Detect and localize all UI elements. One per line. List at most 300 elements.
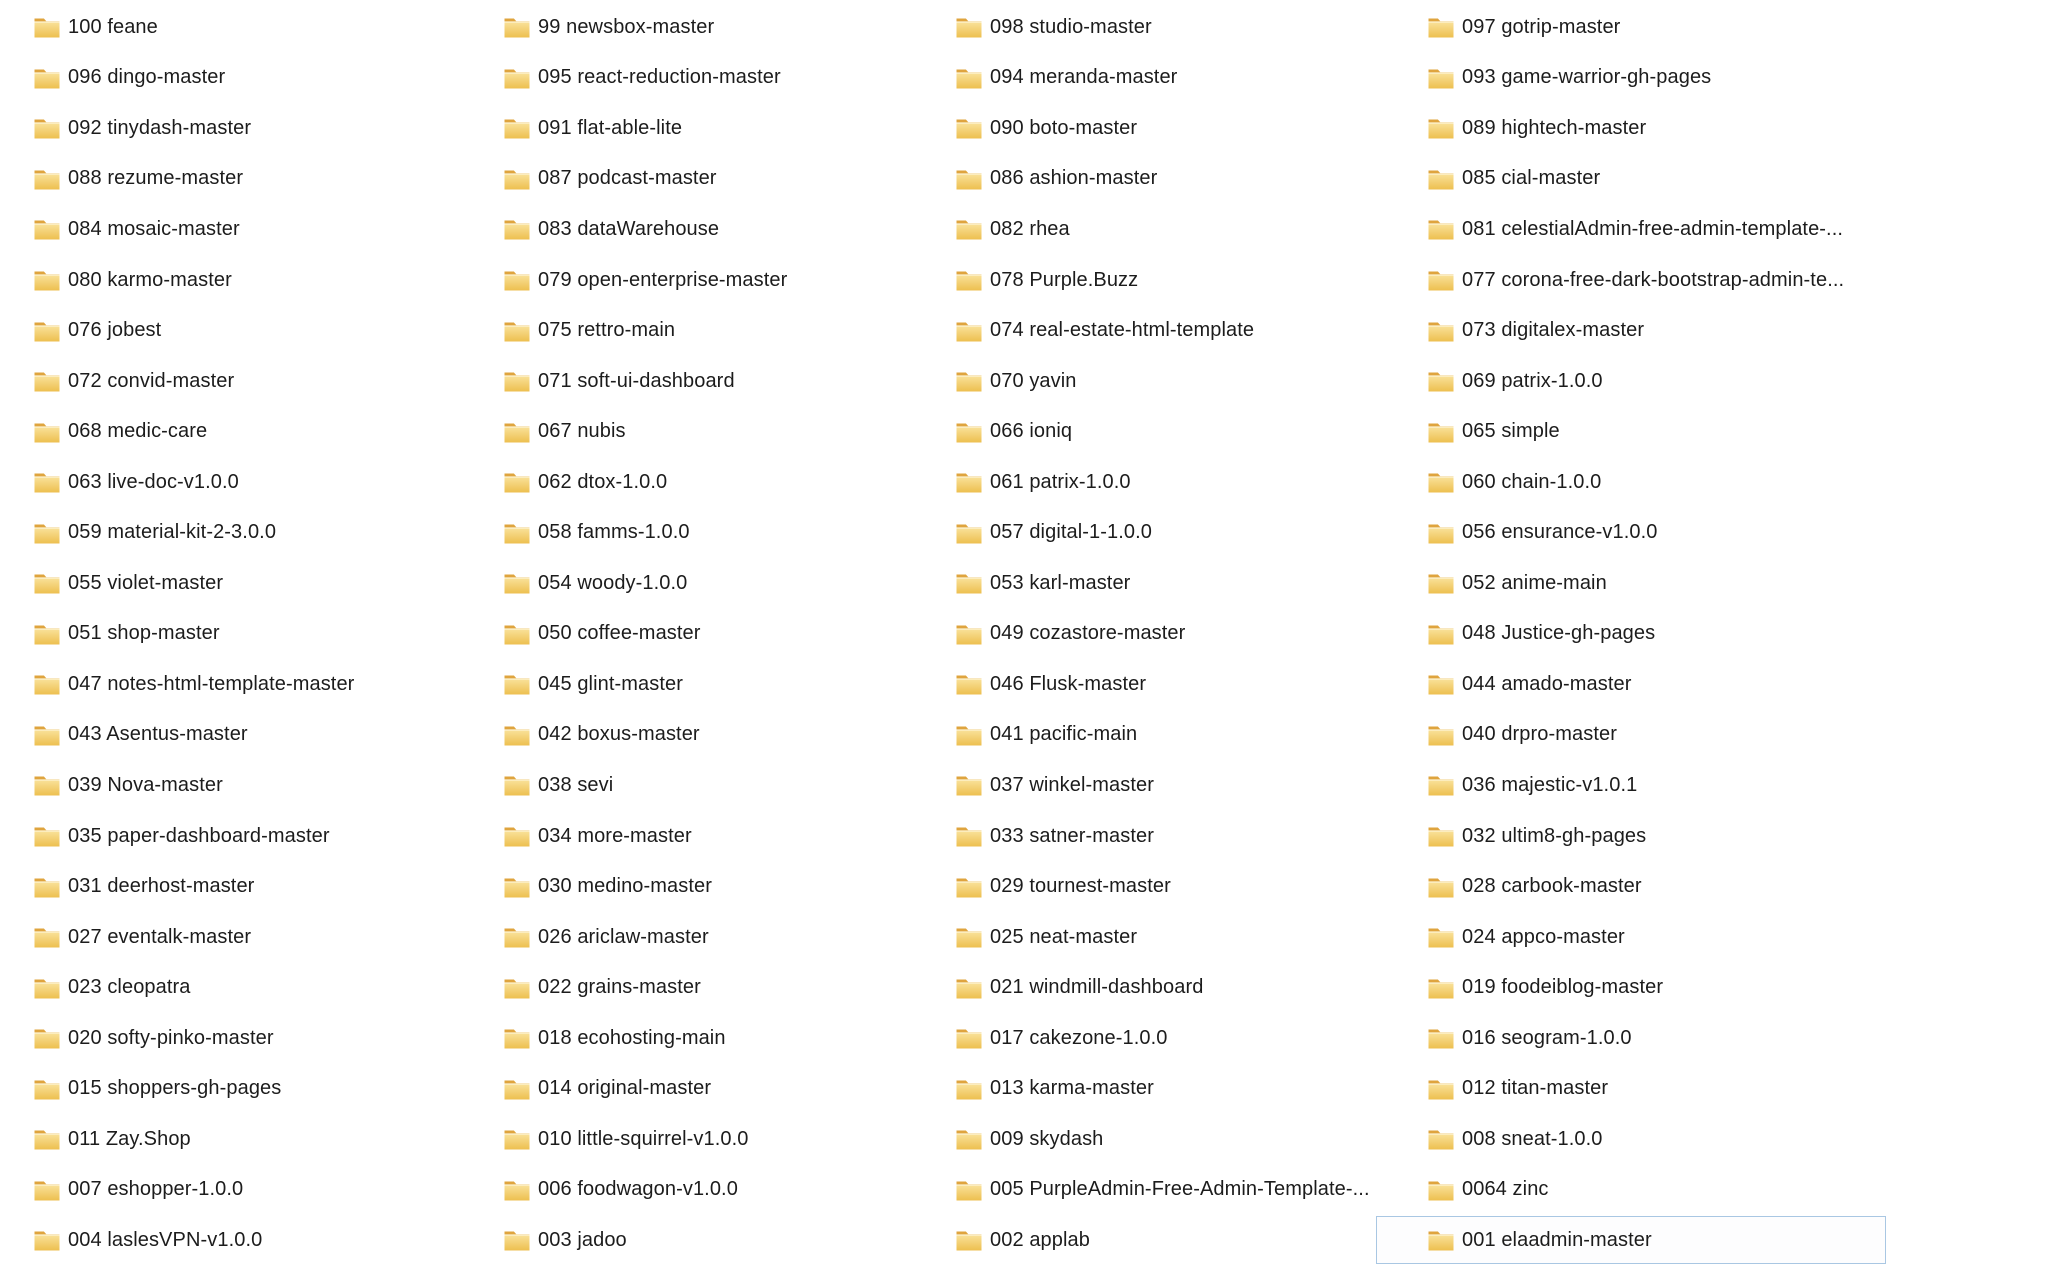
folder-item[interactable]: [34, 558, 504, 609]
folder-item[interactable]: [956, 154, 1428, 205]
folder-item[interactable]: [956, 659, 1428, 710]
folder-item[interactable]: [956, 811, 1428, 862]
folder-icon: [956, 825, 982, 847]
folder-item[interactable]: [956, 861, 1428, 912]
folder-label: 070 yavin: [990, 369, 1077, 392]
folder-item[interactable]: [504, 406, 956, 457]
folder-item[interactable]: [1428, 962, 2049, 1013]
folder-item[interactable]: [956, 53, 1428, 104]
folder-icon: [34, 16, 60, 38]
folder-label: 073 digitalex-master: [1462, 319, 1645, 342]
folder-label: 065 simple: [1462, 420, 1560, 443]
folder-icon: [956, 522, 982, 544]
folder-label: 061 patrix-1.0.0: [990, 470, 1131, 493]
folder-label: 049 cozastore-master: [990, 622, 1186, 645]
folder-label: 092 tinydash-master: [68, 116, 252, 139]
folder-label: 020 softy-pinko-master: [68, 1026, 274, 1049]
folder-item[interactable]: [504, 962, 956, 1013]
folder-label: 041 pacific-main: [990, 723, 1138, 746]
folder-icon: [34, 168, 60, 190]
folder-label: 083 dataWarehouse: [538, 217, 720, 240]
folder-item[interactable]: [504, 811, 956, 862]
folder-label: 011 Zay.Shop: [68, 1127, 191, 1150]
folder-icon: [504, 926, 530, 948]
folder-label: 008 sneat-1.0.0: [1462, 1127, 1603, 1150]
folder-icon: [504, 1078, 530, 1100]
folder-item[interactable]: [504, 356, 956, 407]
folder-icon: [504, 168, 530, 190]
folder-label: 082 rhea: [990, 217, 1070, 240]
folder-icon: [1428, 1078, 1454, 1100]
folder-icon: [504, 572, 530, 594]
folder-item[interactable]: [504, 2, 956, 53]
folder-item[interactable]: [1428, 103, 2049, 154]
folder-label: 079 open-enterprise-master: [538, 268, 788, 291]
folder-item[interactable]: [1428, 558, 2049, 609]
folder-icon: [956, 269, 982, 291]
folder-item[interactable]: [34, 912, 504, 963]
folder-item[interactable]: [504, 154, 956, 205]
folder-label: 085 cial-master: [1462, 167, 1601, 190]
folder-label: 001 elaadmin-master: [1462, 1228, 1652, 1251]
folder-label: 057 digital-1-1.0.0: [990, 521, 1153, 544]
folder-item[interactable]: [34, 154, 504, 205]
folder-item[interactable]: [34, 457, 504, 508]
folder-icon: [504, 269, 530, 291]
folder-item[interactable]: [956, 1013, 1428, 1064]
folder-item[interactable]: [504, 305, 956, 356]
folder-icon: [34, 471, 60, 493]
folder-item[interactable]: [504, 1215, 956, 1266]
folder-label: 094 meranda-master: [990, 66, 1178, 89]
folder-icon: [34, 320, 60, 342]
folder-item[interactable]: [504, 1013, 956, 1064]
folder-label: 015 shoppers-gh-pages: [68, 1077, 282, 1100]
folder-icon: [956, 774, 982, 796]
folder-label: 047 notes-html-template-master: [68, 672, 355, 695]
folder-item[interactable]: [1428, 861, 2049, 912]
folder-item[interactable]: [1428, 1215, 2049, 1266]
folder-item[interactable]: [1428, 356, 2049, 407]
folder-label: 063 live-doc-v1.0.0: [68, 470, 239, 493]
folder-label: 048 Justice-gh-pages: [1462, 622, 1656, 645]
folder-item[interactable]: [34, 710, 504, 761]
folder-item[interactable]: [956, 760, 1428, 811]
folder-item[interactable]: [504, 103, 956, 154]
folder-label: 066 ioniq: [990, 420, 1073, 443]
folder-label: 090 boto-master: [990, 116, 1138, 139]
folder-label: 023 cleopatra: [68, 976, 191, 999]
folder-icon: [956, 1128, 982, 1150]
folder-icon: [34, 522, 60, 544]
folder-icon: [504, 774, 530, 796]
folder-icon: [1428, 1128, 1454, 1150]
folder-item[interactable]: [1428, 1165, 2049, 1216]
folder-item[interactable]: [34, 204, 504, 255]
folder-label: 012 titan-master: [1462, 1077, 1609, 1100]
folder-icon: [34, 269, 60, 291]
folder-icon: [34, 370, 60, 392]
folder-icon: [504, 218, 530, 240]
folder-item[interactable]: [34, 255, 504, 306]
folder-icon: [956, 67, 982, 89]
folder-label: 024 appco-master: [1462, 925, 1625, 948]
folder-grid: [34, 2, 2049, 1266]
folder-item[interactable]: [956, 1165, 1428, 1216]
folder-icon: [1428, 572, 1454, 594]
folder-item[interactable]: [34, 356, 504, 407]
folder-label: 068 medic-care: [68, 420, 208, 443]
folder-icon: [1428, 522, 1454, 544]
folder-icon: [956, 117, 982, 139]
folder-item[interactable]: [1428, 2, 2049, 53]
folder-label: 084 mosaic-master: [68, 217, 240, 240]
folder-item[interactable]: [34, 2, 504, 53]
folder-icon: [504, 370, 530, 392]
folder-icon: [956, 16, 982, 38]
folder-label: 096 dingo-master: [68, 66, 226, 89]
folder-item[interactable]: [956, 710, 1428, 761]
folder-icon: [1428, 168, 1454, 190]
folder-item[interactable]: [956, 507, 1428, 558]
folder-icon: [956, 926, 982, 948]
folder-label: 071 soft-ui-dashboard: [538, 369, 735, 392]
folder-item[interactable]: [34, 53, 504, 104]
folder-label: 097 gotrip-master: [1462, 15, 1621, 38]
folder-icon: [34, 724, 60, 746]
folder-item[interactable]: [504, 912, 956, 963]
folder-icon: [956, 673, 982, 695]
folder-item[interactable]: [504, 255, 956, 306]
folder-item[interactable]: [504, 609, 956, 660]
folder-label: 027 eventalk-master: [68, 925, 252, 948]
folder-label: 053 karl-master: [990, 571, 1131, 594]
folder-label: 004 laslesVPN-v1.0.0: [68, 1228, 263, 1251]
folder-label: 089 hightech-master: [1462, 116, 1647, 139]
folder-label: 056 ensurance-v1.0.0: [1462, 521, 1658, 544]
folder-icon: [956, 1179, 982, 1201]
folder-label: 076 jobest: [68, 319, 162, 342]
folder-item[interactable]: [956, 962, 1428, 1013]
folder-icon: [504, 1027, 530, 1049]
folder-icon: [504, 1128, 530, 1150]
folder-item[interactable]: [1428, 406, 2049, 457]
folder-item[interactable]: [1428, 305, 2049, 356]
folder-icon: [956, 471, 982, 493]
folder-icon: [34, 673, 60, 695]
folder-icon: [504, 623, 530, 645]
folder-icon: [504, 117, 530, 139]
folder-icon: [504, 320, 530, 342]
folder-item[interactable]: [34, 1063, 504, 1114]
folder-item[interactable]: [34, 1215, 504, 1266]
folder-item[interactable]: [956, 457, 1428, 508]
folder-label: 006 foodwagon-v1.0.0: [538, 1178, 738, 1201]
folder-label: 054 woody-1.0.0: [538, 571, 688, 594]
folder-label: 088 rezume-master: [68, 167, 244, 190]
folder-item[interactable]: [956, 558, 1428, 609]
folder-label: 007 eshopper-1.0.0: [68, 1178, 244, 1201]
folder-label: 062 dtox-1.0.0: [538, 470, 668, 493]
folder-label: 009 skydash: [990, 1127, 1104, 1150]
folder-item[interactable]: [34, 659, 504, 710]
folder-item[interactable]: [1428, 912, 2049, 963]
folder-icon: [1428, 16, 1454, 38]
folder-item[interactable]: [504, 659, 956, 710]
folder-item[interactable]: [34, 861, 504, 912]
folder-label: 019 foodeiblog-master: [1462, 976, 1664, 999]
folder-item[interactable]: [956, 1114, 1428, 1165]
folder-icon: [956, 1027, 982, 1049]
folder-icon: [34, 1128, 60, 1150]
folder-label: 100 feane: [68, 15, 158, 38]
folder-label: 060 chain-1.0.0: [1462, 470, 1602, 493]
folder-item[interactable]: [956, 609, 1428, 660]
folder-label: 067 nubis: [538, 420, 626, 443]
folder-label: 033 satner-master: [990, 824, 1154, 847]
folder-item[interactable]: [956, 406, 1428, 457]
folder-item[interactable]: [956, 356, 1428, 407]
folder-icon: [34, 1229, 60, 1251]
folder-icon: [34, 876, 60, 898]
folder-item[interactable]: [504, 1165, 956, 1216]
folder-label: 028 carbook-master: [1462, 875, 1642, 898]
folder-icon: [1428, 421, 1454, 443]
folder-icon: [956, 1078, 982, 1100]
folder-icon: [34, 572, 60, 594]
folder-icon: [1428, 1229, 1454, 1251]
folder-label: 069 patrix-1.0.0: [1462, 369, 1603, 392]
folder-item[interactable]: [1428, 204, 2049, 255]
folder-item[interactable]: [956, 912, 1428, 963]
folder-item[interactable]: [956, 255, 1428, 306]
folder-item[interactable]: [1428, 154, 2049, 205]
folder-icon: [504, 1179, 530, 1201]
folder-label: 038 sevi: [538, 773, 614, 796]
folder-icon: [1428, 117, 1454, 139]
folder-label: 052 anime-main: [1462, 571, 1607, 594]
folder-item[interactable]: [34, 103, 504, 154]
folder-item[interactable]: [504, 457, 956, 508]
folder-item[interactable]: [1428, 811, 2049, 862]
folder-item[interactable]: [34, 507, 504, 558]
folder-label: 016 seogram-1.0.0: [1462, 1026, 1632, 1049]
folder-label: 098 studio-master: [990, 15, 1152, 38]
folder-icon: [956, 1229, 982, 1251]
folder-label: 042 boxus-master: [538, 723, 700, 746]
folder-label: 036 majestic-v1.0.1: [1462, 773, 1638, 796]
folder-label: 086 ashion-master: [990, 167, 1158, 190]
folder-label: 044 amado-master: [1462, 672, 1632, 695]
folder-icon: [34, 67, 60, 89]
folder-icon: [504, 1229, 530, 1251]
folder-item[interactable]: [1428, 1114, 2049, 1165]
folder-item[interactable]: [1428, 760, 2049, 811]
folder-item[interactable]: [1428, 609, 2049, 660]
folder-label: 072 convid-master: [68, 369, 235, 392]
folder-label: 018 ecohosting-main: [538, 1026, 726, 1049]
folder-icon: [956, 218, 982, 240]
folder-icon: [1428, 269, 1454, 291]
folder-label: 025 neat-master: [990, 925, 1138, 948]
folder-icon: [34, 1078, 60, 1100]
folder-icon: [34, 825, 60, 847]
folder-icon: [34, 774, 60, 796]
folder-icon: [504, 471, 530, 493]
folder-item[interactable]: [956, 305, 1428, 356]
folder-label: 077 corona-free-dark-bootstrap-admin-te...: [1462, 268, 1845, 291]
folder-icon: [1428, 471, 1454, 493]
folder-icon: [504, 876, 530, 898]
folder-icon: [34, 1179, 60, 1201]
folder-icon: [1428, 320, 1454, 342]
folder-label: 026 ariclaw-master: [538, 925, 709, 948]
folder-item[interactable]: [504, 760, 956, 811]
folder-icon: [1428, 724, 1454, 746]
folder-label: 093 game-warrior-gh-pages: [1462, 66, 1712, 89]
folder-item[interactable]: [34, 1165, 504, 1216]
folder-label: 055 violet-master: [68, 571, 224, 594]
folder-label: 040 drpro-master: [1462, 723, 1617, 746]
folder-label: 037 winkel-master: [990, 773, 1154, 796]
folder-item[interactable]: [504, 507, 956, 558]
folder-item[interactable]: [504, 710, 956, 761]
folder-icon: [1428, 977, 1454, 999]
folder-label: 021 windmill-dashboard: [990, 976, 1204, 999]
folder-icon: [504, 16, 530, 38]
folder-icon: [34, 1027, 60, 1049]
folder-item[interactable]: [504, 204, 956, 255]
folder-item[interactable]: [34, 962, 504, 1013]
folder-label: 039 Nova-master: [68, 773, 223, 796]
folder-label: 035 paper-dashboard-master: [68, 824, 330, 847]
folder-icon: [956, 421, 982, 443]
folder-icon: [956, 724, 982, 746]
folder-label: 002 applab: [990, 1228, 1090, 1251]
folder-label: 030 medino-master: [538, 875, 713, 898]
folder-label: 032 ultim8-gh-pages: [1462, 824, 1647, 847]
folder-label: 075 rettro-main: [538, 319, 676, 342]
folder-icon: [504, 67, 530, 89]
folder-label: 091 flat-able-lite: [538, 116, 683, 139]
folder-icon: [504, 673, 530, 695]
folder-icon: [1428, 1027, 1454, 1049]
folder-icon: [504, 421, 530, 443]
folder-item[interactable]: [1428, 53, 2049, 104]
folder-label: 050 coffee-master: [538, 622, 701, 645]
folder-item[interactable]: [34, 760, 504, 811]
folder-label: 078 Purple.Buzz: [990, 268, 1139, 291]
folder-icon: [1428, 218, 1454, 240]
folder-item[interactable]: [34, 406, 504, 457]
folder-item[interactable]: [34, 1114, 504, 1165]
folder-label: 014 original-master: [538, 1077, 712, 1100]
folder-label: 029 tournest-master: [990, 875, 1171, 898]
folder-item[interactable]: [504, 53, 956, 104]
folder-item[interactable]: [1428, 710, 2049, 761]
folder-item[interactable]: [1428, 659, 2049, 710]
folder-label: 043 Asentus-master: [68, 723, 248, 746]
folder-icon: [956, 977, 982, 999]
folder-label: 095 react-reduction-master: [538, 66, 781, 89]
folder-icon: [1428, 673, 1454, 695]
folder-item[interactable]: [956, 1215, 1428, 1266]
folder-label: 031 deerhost-master: [68, 875, 255, 898]
folder-item[interactable]: [956, 2, 1428, 53]
folder-icon: [1428, 1179, 1454, 1201]
folder-item[interactable]: [1428, 1063, 2049, 1114]
folder-label: 022 grains-master: [538, 976, 701, 999]
folder-label: 013 karma-master: [990, 1077, 1154, 1100]
folder-label: 010 little-squirrel-v1.0.0: [538, 1127, 749, 1150]
folder-label: 074 real-estate-html-template: [990, 319, 1255, 342]
folder-icon: [34, 977, 60, 999]
folder-label: 045 glint-master: [538, 672, 683, 695]
folder-icon: [1428, 370, 1454, 392]
folder-icon: [34, 926, 60, 948]
folder-icon: [1428, 825, 1454, 847]
folder-item[interactable]: [504, 1063, 956, 1114]
folder-label: 051 shop-master: [68, 622, 220, 645]
folder-icon: [34, 421, 60, 443]
folder-icon: [956, 168, 982, 190]
folder-item[interactable]: [956, 1063, 1428, 1114]
folder-item[interactable]: [34, 305, 504, 356]
folder-label: 087 podcast-master: [538, 167, 717, 190]
folder-item[interactable]: [34, 811, 504, 862]
folder-item[interactable]: [34, 609, 504, 660]
folder-icon: [504, 977, 530, 999]
folder-icon: [34, 623, 60, 645]
folder-item[interactable]: [956, 103, 1428, 154]
folder-label: 017 cakezone-1.0.0: [990, 1026, 1168, 1049]
folder-item[interactable]: [504, 1114, 956, 1165]
folder-icon: [956, 876, 982, 898]
folder-label: 005 PurpleAdmin-Free-Admin-Template-...: [990, 1178, 1370, 1201]
folder-icon: [956, 623, 982, 645]
folder-icon: [956, 320, 982, 342]
folder-icon: [1428, 876, 1454, 898]
folder-label: 046 Flusk-master: [990, 672, 1147, 695]
folder-item[interactable]: [1428, 1013, 2049, 1064]
folder-icon: [34, 218, 60, 240]
folder-label: 99 newsbox-master: [538, 15, 715, 38]
folder-item[interactable]: [1428, 255, 2049, 306]
folder-label: 081 celestialAdmin-free-admin-template-...: [1462, 217, 1844, 240]
folder-label: 059 material-kit-2-3.0.0: [68, 521, 277, 544]
folder-icon: [1428, 67, 1454, 89]
folder-icon: [1428, 926, 1454, 948]
folder-icon: [956, 572, 982, 594]
folder-item[interactable]: [1428, 507, 2049, 558]
folder-label: 0064 zinc: [1462, 1178, 1549, 1201]
folder-item[interactable]: [1428, 457, 2049, 508]
folder-label: 003 jadoo: [538, 1228, 627, 1251]
folder-icon: [504, 825, 530, 847]
folder-item[interactable]: [34, 1013, 504, 1064]
folder-icon: [504, 522, 530, 544]
folder-icon: [504, 724, 530, 746]
folder-label: 034 more-master: [538, 824, 692, 847]
folder-icon: [1428, 774, 1454, 796]
folder-icon: [956, 370, 982, 392]
folder-item[interactable]: [956, 204, 1428, 255]
folder-item[interactable]: [504, 558, 956, 609]
folder-label: 080 karmo-master: [68, 268, 232, 291]
folder-item[interactable]: [504, 861, 956, 912]
folder-icon: [1428, 623, 1454, 645]
folder-icon: [34, 117, 60, 139]
